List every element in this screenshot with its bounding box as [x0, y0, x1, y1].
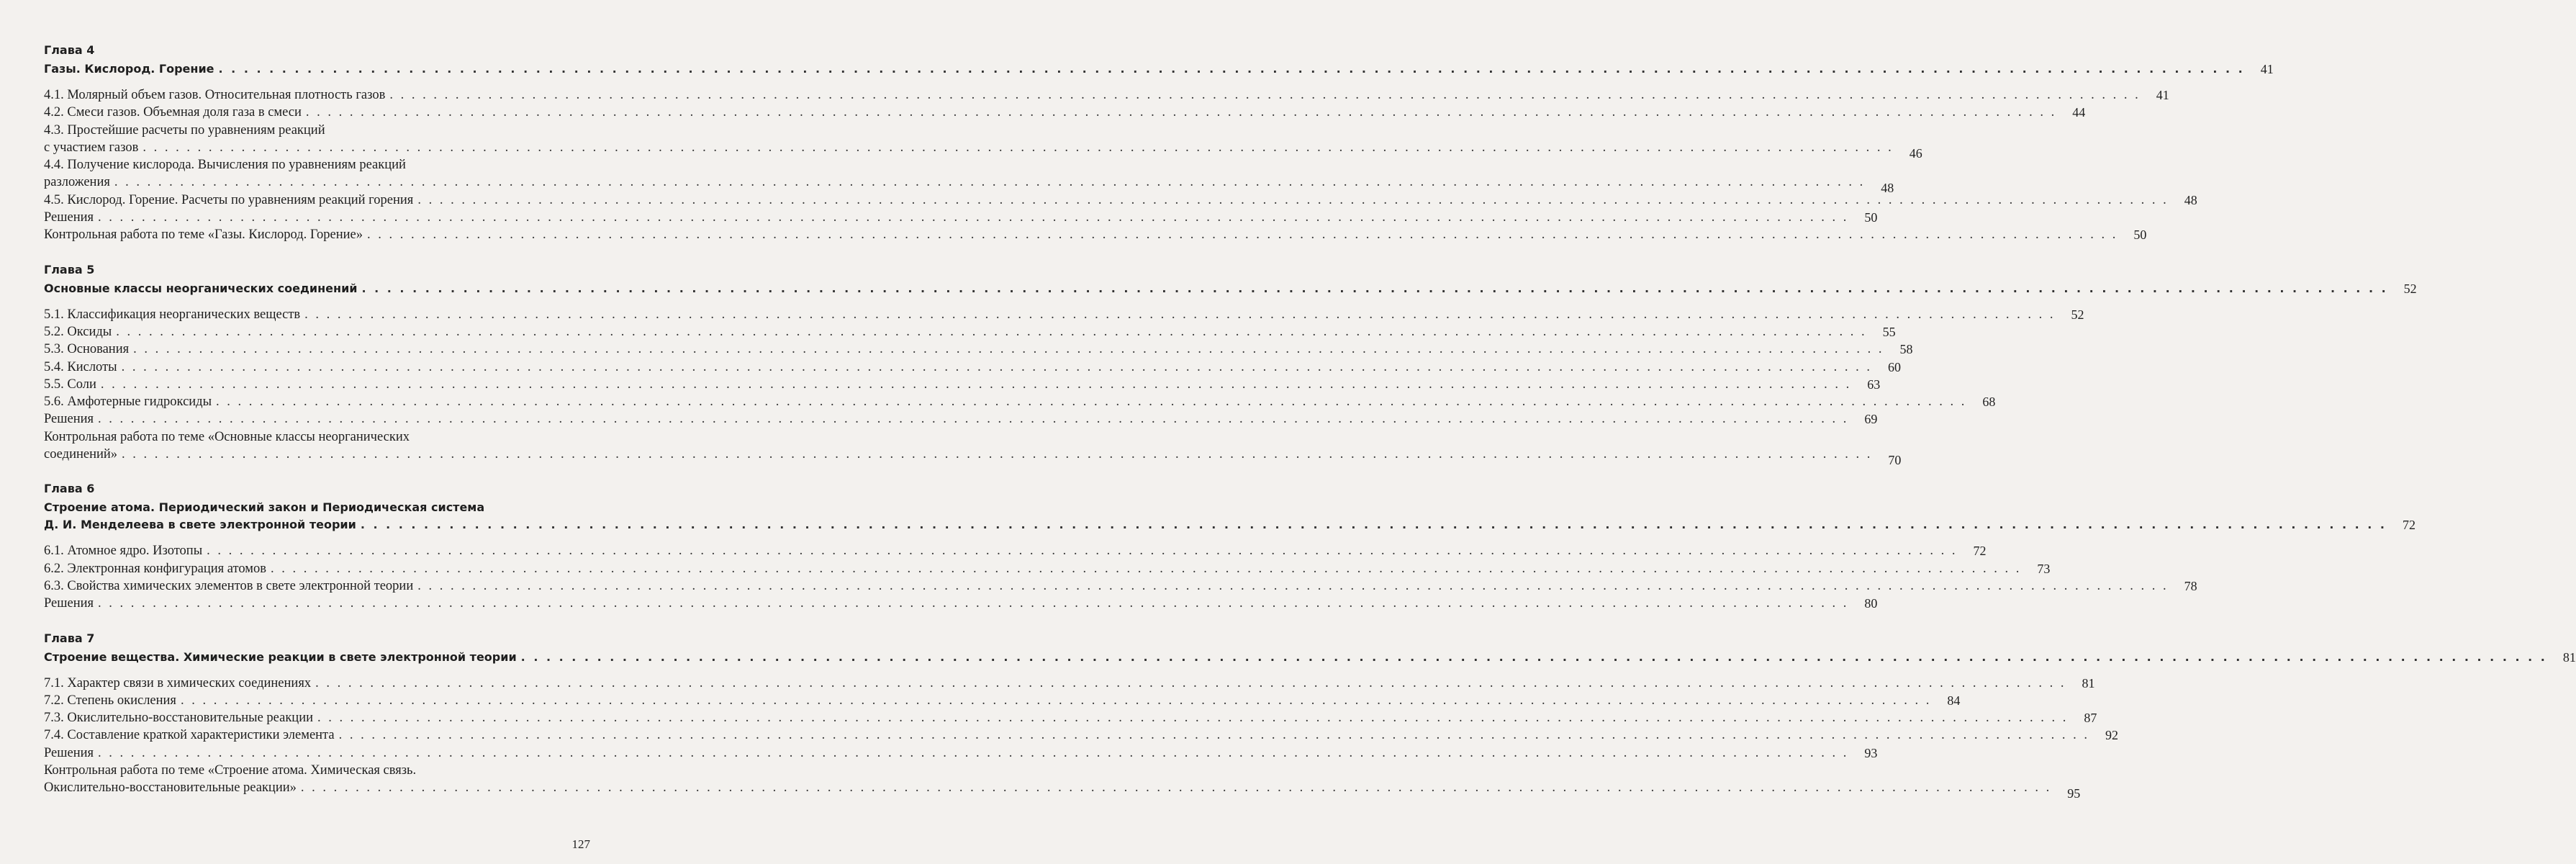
- dot-leader: . . . . . . . . . . . . . . . . . . . . . . . . . . . . . . . . . . . . . . . . . . . . . . . . . . . . . . . . . . . . . . . . . . . . . . . . . . . . . . . . . . . . . . . . . . . . . . . . . . . . . . . . . . . . . . . . . . . . . . . . . . . . . . . . . . . . . . . . . . . . . . . . . . . . . . . . . . . . . . . .: [143, 140, 1894, 155]
- toc-entry-text: 5.2. Оксиды: [44, 324, 112, 339]
- toc-entry-page: 46: [1909, 145, 1922, 161]
- toc-entry-line: [44, 376, 1881, 393]
- toc-entry-text: 5.5. Соли: [44, 377, 96, 392]
- toc-entry-text: 5.6. Амфотерные гидроксиды: [44, 395, 212, 410]
- toc-entry-page: 92: [2105, 728, 2118, 743]
- chapter-label: Глава 7: [44, 631, 95, 645]
- chapter-title-page: 52: [2403, 281, 2417, 296]
- chapter-label: Глава 4: [44, 43, 95, 57]
- toc-entry: [44, 726, 2118, 744]
- toc-entry-text: 4.4. Получение кислорода. Вычисления по уравнениям реакций: [44, 158, 406, 173]
- toc-entry-line: [44, 446, 1902, 468]
- chapter-section: [44, 480, 2415, 612]
- toc-entry-line: [44, 410, 1878, 428]
- toc-entry-text: 7.3. Окислительно-восстановительные реакции: [44, 711, 314, 726]
- toc-entry: [44, 359, 1901, 376]
- toc-entry-page: 58: [1899, 342, 1913, 357]
- toc-entry-page: 44: [2072, 105, 2086, 120]
- chapter-title-text: Строение вещества. Химические реакции в свете электронной теории: [44, 649, 517, 664]
- toc-entry-page: 93: [1864, 745, 1878, 760]
- toc-entry-line: [44, 709, 2097, 726]
- toc-entry: [44, 376, 1881, 393]
- toc-entry: [44, 393, 1996, 410]
- toc-entry: [44, 410, 1878, 428]
- dot-leader: . . . . . . . . . . . . . . . . . . . . . . . . . . . . . . . . . . . . . . . . . . . . . . . . . . . . . . . . . . . . . . . . . . . . . . . . . . . . . . . . . . . . . . . . . . . . . . . . . . . . . . . . . . . . . . . . . . . . . . . . . . . . . . . . . . . . . . . . . . . . . . . . . . . . . . . . . . . . . . . .: [300, 780, 2052, 796]
- toc-entry: [44, 692, 1961, 709]
- chapter-title-text: Д. И. Менделеева в свете электронной теории: [44, 518, 356, 532]
- toc-entry-line: [44, 86, 2169, 104]
- dot-leader: . . . . . . . . . . . . . . . . . . . . . . . . . . . . . . . . . . . . . . . . . . . . . . . . . . . . . . . . . . . . . . . . . . . . . . . . . . . . . . . . . . . . . . . . . . . . . . . . . . . . . . . . . . . . . . . . . . . . . . . . . . . . . . . . . . . . . . . . . . . . . . . . . . . . . . . . . . . . . . . .: [98, 596, 1849, 611]
- toc-entry: [44, 122, 1922, 161]
- toc-entry: [44, 744, 1878, 762]
- toc-entry: [44, 428, 1902, 468]
- dot-leader: . . . . . . . . . . . . . . . . . . . . . . . . . . . . . . . . . . . . . . . . . . . . . . . . . . . . . . . . . . . . . . . . . . . . . . . . . . . . . . . . . . . . . . . . . . . . . . . . . . . . . . . . . . . . . . . . . . . . . . . . . . . . . . . . . . . . . . . . . . . . . . . . . . . . . . . . . . . . . . . .: [98, 412, 1849, 427]
- toc-entry-line: [44, 779, 2081, 801]
- toc-entry-page: 48: [1881, 181, 1894, 196]
- toc-entry: [44, 306, 2084, 323]
- toc-entry-page: 69: [1864, 412, 1878, 427]
- toc-entry-page: 48: [2184, 192, 2197, 207]
- toc-entry: [44, 341, 1913, 358]
- chapter-section: [44, 261, 2417, 468]
- toc-entry-text: 7.1. Характер связи в химических соединениях: [44, 675, 312, 690]
- toc-entry-page: 95: [2067, 786, 2081, 801]
- toc-entry-line: [44, 542, 1987, 559]
- dot-leader: . . . . . . . . . . . . . . . . . . . . . . . . . . . . . . . . . . . . . . . . . . . . . . . . . . . . . . . . . . . . . . . . . . . . . . . . . . . . . . . . . . . . . . . . . . . . . . . . . . . . . . . . . . . . . . . . . . . . . . . . . . . . . . . . . . . . . . . . . . . . . . . . . . . . . . . . . . . . . . . .: [361, 281, 2388, 295]
- toc-entry-line: [44, 209, 1878, 226]
- toc-entry-page: 52: [2071, 307, 2084, 322]
- toc-entry: [44, 577, 2197, 595]
- chapter-section: [44, 42, 2274, 244]
- toc-entry-text: Окислительно-восстановительные реакции»: [44, 780, 297, 796]
- toc-entry: [44, 560, 2051, 577]
- toc-entry: [44, 209, 1878, 226]
- dot-leader: . . . . . . . . . . . . . . . . . . . . . . . . . . . . . . . . . . . . . . . . . . . . . . . . . . . . . . . . . . . . . . . . . . . . . . . . . . . . . . . . . . . . . . . . . . . . . . . . . . . . . . . . . . . . . . . . . . . . . . . . . . . . . . . . . . . . . . . . . . . . . . . . . . . . . . . . . . . . . . . .: [122, 447, 1873, 462]
- toc-entry: [44, 226, 2147, 243]
- toc-entry: [44, 192, 2197, 209]
- toc-entry-text: 4.3. Простейшие расчеты по уравнениям реакций: [44, 122, 325, 138]
- toc-entry: [44, 323, 1896, 341]
- toc-entry: [44, 762, 2081, 801]
- toc-entry-text: 5.4. Кислоты: [44, 359, 117, 374]
- dot-leader: . . . . . . . . . . . . . . . . . . . . . . . . . . . . . . . . . . . . . . . . . . . . . . . . . . . . . . . . . . . . . . . . . . . . . . . . . . . . . . . . . . . . . . . . . . . . . . . . . . . . . . . . . . . . . . . . . . . . . . . . . . . . . . . . . . . . . . . . . . . . . . . . . . . . . . . . . . . . . . . .: [338, 728, 2089, 743]
- toc-entry-page: 80: [1864, 596, 1878, 611]
- toc-entry-text: Решения: [44, 596, 94, 611]
- dot-leader: . . . . . . . . . . . . . . . . . . . . . . . . . . . . . . . . . . . . . . . . . . . . . . . . . . . . . . . . . . . . . . . . . . . . . . . . . . . . . . . . . . . . . . . . . . . . . . . . . . . . . . . . . . . . . . . . . . . . . . . . . . . . . . . . . . . . . . . . . . . . . . . . . . . . . . . . . . . . . . . .: [114, 175, 1866, 190]
- chapter-title-line: [44, 60, 2274, 78]
- toc-entry-line: [44, 226, 2147, 243]
- dot-leader: . . . . . . . . . . . . . . . . . . . . . . . . . . . . . . . . . . . . . . . . . . . . . . . . . . . . . . . . . . . . . . . . . . . . . . . . . . . . . . . . . . . . . . . . . . . . . . . . . . . . . . . . . . . . . . . . . . . . . . . . . . . . . . . . . . . . . . . . . . . . . . . . . . . . . . . . . . . . . . . .: [98, 745, 1849, 760]
- toc-entry-text: 6.3. Свойства химических элементов в свете электронной теории: [44, 578, 414, 593]
- toc-entry-text: Контрольная работа по теме «Основные классы неорганических: [44, 429, 410, 444]
- toc-entry-page: 81: [2082, 675, 2095, 690]
- toc-entry-page: 73: [2037, 561, 2051, 576]
- toc-entry-line: [44, 323, 1896, 341]
- toc-entry-page: 50: [1864, 210, 1878, 225]
- dot-leader: . . . . . . . . . . . . . . . . . . . . . . . . . . . . . . . . . . . . . . . . . . . . . . . . . . . . . . . . . . . . . . . . . . . . . . . . . . . . . . . . . . . . . . . . . . . . . . . . . . . . . . . . . . . . . . . . . . . . . . . . . . . . . . . . . . . . . . . . . . . . . . . . . . . . . . . . . . . . . . . .: [366, 228, 2118, 243]
- chapter-title: [44, 60, 2274, 78]
- dot-leader: . . . . . . . . . . . . . . . . . . . . . . . . . . . . . . . . . . . . . . . . . . . . . . . . . . . . . . . . . . . . . . . . . . . . . . . . . . . . . . . . . . . . . . . . . . . . . . . . . . . . . . . . . . . . . . . . . . . . . . . . . . . . . . . . . . . . . . . . . . . . . . . . . . . . . . . . . . . . . . . .: [417, 192, 2169, 207]
- toc-entry-text: 6.1. Атомное ядро. Изотопы: [44, 544, 203, 559]
- toc-entry-text: разложения: [44, 175, 110, 190]
- toc-entry: [44, 595, 1878, 612]
- chapter-section: [44, 630, 2576, 801]
- toc-entry: [44, 542, 1987, 559]
- toc-entry-page: 68: [1982, 395, 1996, 410]
- toc-entry-text: 5.1. Классификация неорганических веществ: [44, 307, 301, 322]
- chapter-label: Глава 6: [44, 482, 95, 496]
- toc-entry-line: [44, 726, 2118, 744]
- toc-entry: [44, 86, 2169, 104]
- chapter-title-page: 41: [2260, 62, 2274, 76]
- dot-leader: . . . . . . . . . . . . . . . . . . . . . . . . . . . . . . . . . . . . . . . . . . . . . . . . . . . . . . . . . . . . . . . . . . . . . . . . . . . . . . . . . . . . . . . . . . . . . . . . . . . . . . . . . . . . . . . . . . . . . . . . . . . . . . . . . . . . . . . . . . . . . . . . . . . . . . . . . . . . . . . .: [218, 62, 2245, 76]
- dot-leader: . . . . . . . . . . . . . . . . . . . . . . . . . . . . . . . . . . . . . . . . . . . . . . . . . . . . . . . . . . . . . . . . . . . . . . . . . . . . . . . . . . . . . . . . . . . . . . . . . . . . . . . . . . . . . . . . . . . . . . . . . . . . . . . . . . . . . . . . . . . . . . . . . . . . . . . . . . . . . . . .: [317, 711, 2069, 726]
- chapter-label: Глава 5: [44, 262, 95, 276]
- toc-entry-line: [44, 595, 1878, 612]
- toc-entry-page: 70: [1888, 453, 1902, 468]
- dot-leader: . . . . . . . . . . . . . . . . . . . . . . . . . . . . . . . . . . . . . . . . . . . . . . . . . . . . . . . . . . . . . . . . . . . . . . . . . . . . . . . . . . . . . . . . . . . . . . . . . . . . . . . . . . . . . . . . . . . . . . . . . . . . . . . . . . . . . . . . . . . . . . . . . . . . . . . . . . . . . . . .: [270, 561, 2022, 576]
- toc-entry-line: [44, 104, 2086, 121]
- toc-entry-text: 4.1. Молярный объем газов. Относительная плотность газов: [44, 88, 386, 102]
- toc-entry-page: 78: [2184, 578, 2197, 593]
- chapter-title-page: 81: [2562, 649, 2576, 665]
- dot-leader: . . . . . . . . . . . . . . . . . . . . . . . . . . . . . . . . . . . . . . . . . . . . . . . . . . . . . . . . . . . . . . . . . . . . . . . . . . . . . . . . . . . . . . . . . . . . . . . . . . . . . . . . . . . . . . . . . . . . . . . . . . . . . . . . . . . . . . . . . . . . . . . . . . . . . . . . . . . . . . . .: [207, 544, 1958, 559]
- chapter-title-text: Основные классы неорганических соединений: [44, 281, 358, 295]
- dot-leader: . . . . . . . . . . . . . . . . . . . . . . . . . . . . . . . . . . . . . . . . . . . . . . . . . . . . . . . . . . . . . . . . . . . . . . . . . . . . . . . . . . . . . . . . . . . . . . . . . . . . . . . . . . . . . . . . . . . . . . . . . . . . . . . . . . . . . . . . . . . . . . . . . . . . . . . . . . . . . . . .: [98, 210, 1849, 225]
- dot-leader: . . . . . . . . . . . . . . . . . . . . . . . . . . . . . . . . . . . . . . . . . . . . . . . . . . . . . . . . . . . . . . . . . . . . . . . . . . . . . . . . . . . . . . . . . . . . . . . . . . . . . . . . . . . . . . . . . . . . . . . . . . . . . . . . . . . . . . . . . . . . . . . . . . . . . . . . . . . . . . . .: [520, 649, 2547, 664]
- toc-entry-line: [44, 692, 1961, 709]
- toc-entry-text: Решения: [44, 210, 94, 225]
- dot-leader: . . . . . . . . . . . . . . . . . . . . . . . . . . . . . . . . . . . . . . . . . . . . . . . . . . . . . . . . . . . . . . . . . . . . . . . . . . . . . . . . . . . . . . . . . . . . . . . . . . . . . . . . . . . . . . . . . . . . . . . . . . . . . . . . . . . . . . . . . . . . . . . . . . . . . . . . . . . . . . . .: [304, 307, 2056, 322]
- chapter-title: [44, 649, 2576, 666]
- dot-leader: . . . . . . . . . . . . . . . . . . . . . . . . . . . . . . . . . . . . . . . . . . . . . . . . . . . . . . . . . . . . . . . . . . . . . . . . . . . . . . . . . . . . . . . . . . . . . . . . . . . . . . . . . . . . . . . . . . . . . . . . . . . . . . . . . . . . . . . . . . . . . . . . . . . . . . . . . . . . . . . .: [315, 675, 2066, 690]
- toc-entry-text: соединений»: [44, 447, 118, 462]
- toc-entry-line: [44, 560, 2051, 577]
- chapter-title-line: [44, 516, 2415, 534]
- dot-leader: . . . . . . . . . . . . . . . . . . . . . . . . . . . . . . . . . . . . . . . . . . . . . . . . . . . . . . . . . . . . . . . . . . . . . . . . . . . . . . . . . . . . . . . . . . . . . . . . . . . . . . . . . . . . . . . . . . . . . . . . . . . . . . . . . . . . . . . . . . . . . . . . . . . . . . . . . . . . . . . .: [180, 693, 1932, 708]
- toc-entry: [44, 104, 2086, 121]
- dot-leader: . . . . . . . . . . . . . . . . . . . . . . . . . . . . . . . . . . . . . . . . . . . . . . . . . . . . . . . . . . . . . . . . . . . . . . . . . . . . . . . . . . . . . . . . . . . . . . . . . . . . . . . . . . . . . . . . . . . . . . . . . . . . . . . . . . . . . . . . . . . . . . . . . . . . . . . . . . . . . . . .: [121, 359, 1872, 374]
- toc-entry-text: Контрольная работа по теме «Строение атома. Химическая связь.: [44, 763, 417, 778]
- toc-entry-text: 5.3. Основания: [44, 342, 130, 357]
- toc-entry-line: [44, 744, 1878, 762]
- toc-entry-text: Решения: [44, 745, 94, 760]
- toc-entry-text: Решения: [44, 412, 94, 427]
- dot-leader: . . . . . . . . . . . . . . . . . . . . . . . . . . . . . . . . . . . . . . . . . . . . . . . . . . . . . . . . . . . . . . . . . . . . . . . . . . . . . . . . . . . . . . . . . . . . . . . . . . . . . . . . . . . . . . . . . . . . . . . . . . . . . . . . . . . . . . . . . . . . . . . . . . . . . . . . . . . . . . . .: [100, 377, 1852, 392]
- toc-entry-page: 63: [1867, 377, 1881, 392]
- chapter-title-page: 72: [2403, 518, 2415, 533]
- toc-entry-page: 50: [2133, 228, 2147, 243]
- page-number: 127: [571, 837, 590, 851]
- toc-entry-line: [44, 306, 2084, 323]
- toc-entry-text: 4.5. Кислород. Горение. Расчеты по уравнениям реакций горения: [44, 192, 414, 207]
- dot-leader: . . . . . . . . . . . . . . . . . . . . . . . . . . . . . . . . . . . . . . . . . . . . . . . . . . . . . . . . . . . . . . . . . . . . . . . . . . . . . . . . . . . . . . . . . . . . . . . . . . . . . . . . . . . . . . . . . . . . . . . . . . . . . . . . . . . . . . . . . . . . . . . . . . . . . . . . . . . . . . . .: [116, 324, 1867, 339]
- toc-entry-line: [44, 393, 1996, 410]
- table-of-contents: [44, 42, 2576, 814]
- toc-entry-page: 55: [1882, 324, 1896, 339]
- toc-entry-page: 84: [1947, 693, 1961, 708]
- toc-entry-page: 41: [2156, 88, 2169, 102]
- chapter-title-line: [44, 649, 2576, 666]
- toc-entry-line: [44, 577, 2197, 595]
- toc-entry-page: 87: [2084, 711, 2097, 726]
- toc-entry-text: 7.4. Составление краткой характеристики элемента: [44, 728, 335, 743]
- dot-leader: . . . . . . . . . . . . . . . . . . . . . . . . . . . . . . . . . . . . . . . . . . . . . . . . . . . . . . . . . . . . . . . . . . . . . . . . . . . . . . . . . . . . . . . . . . . . . . . . . . . . . . . . . . . . . . . . . . . . . . . . . . . . . . . . . . . . . . . . . . . . . . . . . . . . . . . . . . . . . . . .: [133, 342, 1884, 357]
- toc-entry-line: [44, 192, 2197, 209]
- toc-entry-text: 6.2. Электронная конфигурация атомов: [44, 561, 266, 576]
- toc-entry-text: Контрольная работа по теме «Газы. Кислород. Горение»: [44, 228, 363, 243]
- toc-entry-line: [44, 341, 1913, 358]
- toc-entry: [44, 156, 1894, 196]
- dot-leader: . . . . . . . . . . . . . . . . . . . . . . . . . . . . . . . . . . . . . . . . . . . . . . . . . . . . . . . . . . . . . . . . . . . . . . . . . . . . . . . . . . . . . . . . . . . . . . . . . . . . . . . . . . . . . . . . . . . . . . . . . . . . . . . . . . . . . . . . . . . . . . . . . . . . . . . . . . . . . . . .: [389, 88, 2141, 102]
- toc-entry-text: с участием газов: [44, 140, 139, 155]
- dot-leader: . . . . . . . . . . . . . . . . . . . . . . . . . . . . . . . . . . . . . . . . . . . . . . . . . . . . . . . . . . . . . . . . . . . . . . . . . . . . . . . . . . . . . . . . . . . . . . . . . . . . . . . . . . . . . . . . . . . . . . . . . . . . . . . . . . . . . . . . . . . . . . . . . . . . . . . . . . . . . . . .: [417, 578, 2169, 593]
- dot-leader: . . . . . . . . . . . . . . . . . . . . . . . . . . . . . . . . . . . . . . . . . . . . . . . . . . . . . . . . . . . . . . . . . . . . . . . . . . . . . . . . . . . . . . . . . . . . . . . . . . . . . . . . . . . . . . . . . . . . . . . . . . . . . . . . . . . . . . . . . . . . . . . . . . . . . . . . . . . . . . . .: [305, 105, 2057, 120]
- toc-entry-text: 4.2. Смеси газов. Объемная доля газа в смеси: [44, 105, 302, 120]
- dot-leader: . . . . . . . . . . . . . . . . . . . . . . . . . . . . . . . . . . . . . . . . . . . . . . . . . . . . . . . . . . . . . . . . . . . . . . . . . . . . . . . . . . . . . . . . . . . . . . . . . . . . . . . . . . . . . . . . . . . . . . . . . . . . . . . . . . . . . . . . . . . . . . . . . . . . . . . . . . . . . . . .: [216, 395, 1967, 410]
- toc-entry-text: 7.2. Степень окисления: [44, 693, 176, 708]
- chapter-title: [44, 280, 2417, 297]
- toc-entry-page: 72: [1973, 544, 1987, 559]
- chapter-title-text: Газы. Кислород. Горение: [44, 62, 214, 76]
- chapter-title-line: [44, 280, 2417, 297]
- toc-entry: [44, 675, 2095, 692]
- toc-entry-line: [44, 174, 1894, 196]
- toc-entry-page: 60: [1887, 359, 1901, 374]
- toc-entry-line: [44, 359, 1901, 376]
- toc-entry: [44, 709, 2097, 726]
- toc-entry-line: [44, 675, 2095, 692]
- toc-entry-line: [44, 139, 1922, 161]
- chapter-title-line: Строение атома. Периодический закон и Периодическая система: [44, 500, 485, 515]
- dot-leader: . . . . . . . . . . . . . . . . . . . . . . . . . . . . . . . . . . . . . . . . . . . . . . . . . . . . . . . . . . . . . . . . . . . . . . . . . . . . . . . . . . . . . . . . . . . . . . . . . . . . . . . . . . . . . . . . . . . . . . . . . . . . . . . . . . . . . . . . . . . . . . . . . . . . . . . . . . . . . . . .: [360, 518, 2387, 532]
- chapter-title: [44, 499, 2415, 534]
